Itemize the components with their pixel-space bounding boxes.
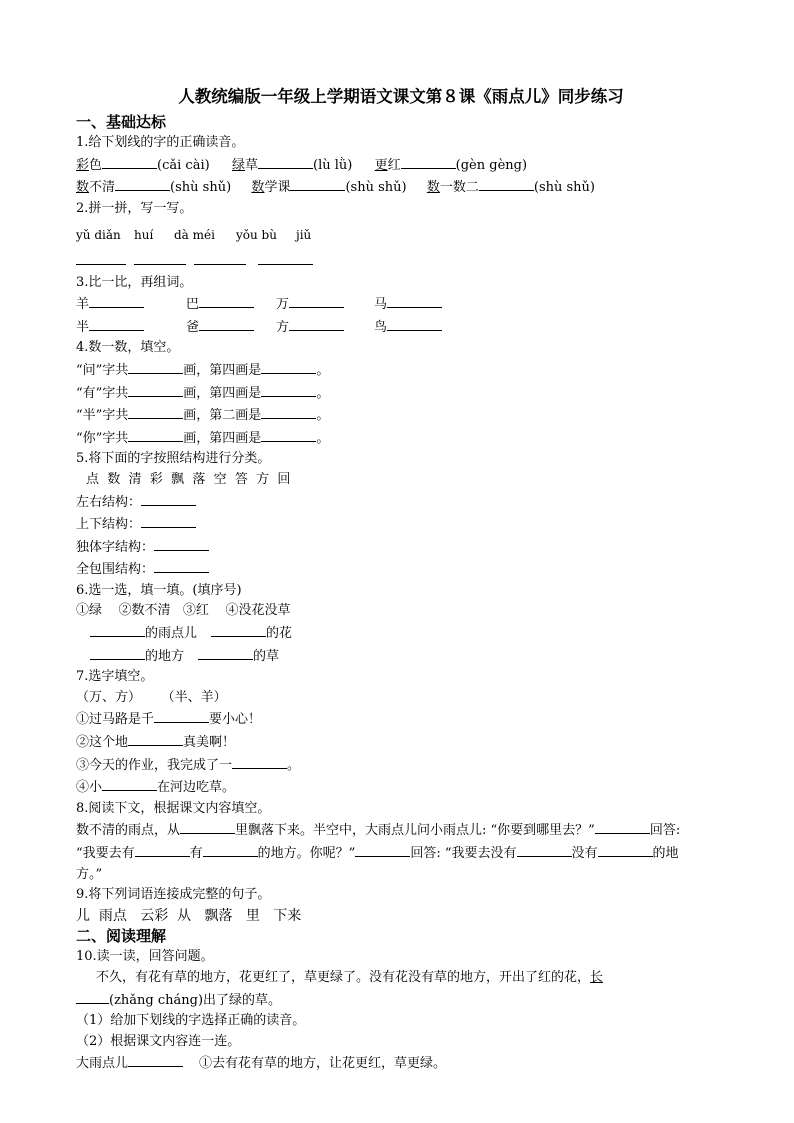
- q7-s1: [76, 708, 726, 731]
- answer-blank[interactable]: [115, 176, 170, 191]
- q4-row-text: 画，第二画是: [183, 408, 262, 424]
- q1-r2-0-rest: 不清: [89, 180, 116, 196]
- q2-prompt: 2.拼一拼，写一写。: [76, 200, 193, 216]
- q5-cat-label: 左右结构：: [76, 494, 142, 510]
- answer-blank[interactable]: [90, 622, 145, 637]
- q4-row-text: “问”字共: [76, 362, 129, 378]
- q10-passage-text: (zhǎng cháng)出了绿的草。: [109, 992, 282, 1008]
- answer-blank[interactable]: [76, 989, 109, 1004]
- q10-passage-line2: [76, 989, 726, 1012]
- q5-chars: 点 数 清 彩 飘 落 空 答 方 回: [86, 471, 291, 487]
- q1-prompt: 1.给下划线的字的正确读音。: [76, 135, 245, 150]
- answer-blank[interactable]: [128, 731, 183, 746]
- q7-text: ③今天的作业，我完成了一: [76, 757, 233, 773]
- q10-passage-text: 不久，有花有草的地方，花更红了，草更绿了。没有花没有草的地方，开出了红的花，: [96, 969, 591, 985]
- q10-underlined-char: 长: [590, 969, 604, 985]
- answer-blank[interactable]: [135, 842, 190, 857]
- q1-r1-1-pinyin: (lù lǜ): [313, 157, 353, 173]
- q7-s4: [76, 776, 726, 799]
- answer-blank[interactable]: [199, 293, 254, 308]
- q7-text: ①过马路是千: [76, 712, 155, 728]
- q1-r1-2-rest: 红: [387, 157, 401, 173]
- answer-blank[interactable]: [479, 176, 534, 191]
- q4-row: [76, 382, 726, 405]
- answer-blank[interactable]: [401, 154, 456, 169]
- q4-row: [76, 427, 726, 450]
- write-line[interactable]: [194, 250, 246, 265]
- q8-line1: [76, 819, 726, 842]
- q4-row-text: “有”字共: [76, 385, 129, 401]
- answer-blank[interactable]: [387, 316, 442, 331]
- q1-r1-0-pinyin: (cǎi cài): [157, 157, 210, 173]
- q7-text: 在河边吃草。: [157, 780, 236, 796]
- answer-blank[interactable]: [261, 359, 316, 374]
- q8-text: 的地: [652, 846, 679, 861]
- q8-text: 没有: [571, 846, 598, 861]
- answer-blank[interactable]: [211, 622, 266, 637]
- answer-blank[interactable]: [128, 404, 183, 419]
- answer-blank[interactable]: [290, 176, 345, 191]
- q2-write-lines: [76, 250, 726, 273]
- q4-row-text: 。: [316, 408, 330, 424]
- answer-blank[interactable]: [102, 776, 157, 791]
- q4-row-text: 。: [316, 430, 330, 446]
- answer-blank[interactable]: [203, 842, 258, 857]
- answer-blank[interactable]: [154, 536, 209, 551]
- q7-text: 要小心！: [209, 712, 262, 728]
- answer-blank[interactable]: [90, 645, 145, 660]
- q6-text: 的地方: [145, 648, 185, 664]
- q5-prompt: 5.将下面的字按照结构进行分类。: [76, 451, 271, 467]
- q1-r2-1-pinyin: (shù shǔ): [345, 180, 407, 196]
- write-line[interactable]: [134, 250, 186, 265]
- q1-row1: [76, 154, 726, 177]
- q3-prompt: 3.比一比，再组词。: [76, 274, 193, 290]
- q10-sub1: （1）给加下划线的字选择正确的读音。: [76, 1013, 306, 1029]
- q7-s3: [76, 754, 726, 777]
- page-title: 人教统编版一年级上学期语文课文第８课《雨点儿》同步练习: [178, 87, 624, 106]
- q6-text: 的雨点儿: [145, 626, 198, 642]
- q3-r2-2: 方: [276, 319, 290, 335]
- q3-r1-3: 马: [374, 297, 388, 313]
- answer-blank[interactable]: [261, 382, 316, 397]
- q1-r2-1-char: 数: [251, 180, 265, 196]
- q8-text: 回答: “我要去没有: [410, 846, 517, 861]
- q5-cat: [76, 558, 726, 581]
- q1-r1-0-rest: 色: [89, 157, 103, 173]
- q8-text: 数不清的雨点，从: [76, 823, 181, 839]
- answer-blank[interactable]: [598, 842, 653, 857]
- answer-blank[interactable]: [89, 316, 144, 331]
- q8-line2: [76, 842, 726, 865]
- answer-blank[interactable]: [198, 645, 253, 660]
- q3-row2: [76, 316, 726, 339]
- q8-prompt: 8.阅读下文，根据课文内容填空。: [76, 800, 271, 816]
- q3-r1-2: 万: [276, 297, 290, 313]
- q5-cat: [76, 491, 726, 514]
- q5-cat-label: 全包围结构：: [76, 562, 155, 578]
- q1-r2-2-pinyin: (shù shǔ): [533, 180, 595, 196]
- answer-blank[interactable]: [89, 293, 144, 308]
- q1-r2-0-char: 数: [76, 180, 90, 196]
- q4-row-text: “半”字共: [76, 408, 129, 424]
- q10-match-row: [76, 1052, 726, 1075]
- q1-r2-2-char: 数: [426, 180, 440, 196]
- section-reading: 二、阅读理解: [76, 927, 167, 946]
- section-basic: 一、基础达标: [76, 113, 167, 131]
- answer-blank[interactable]: [289, 293, 344, 308]
- answer-blank[interactable]: [128, 382, 183, 397]
- q7-prompt: 7.选字填空。: [76, 669, 154, 685]
- q7-pairs: （万、方） （半、羊）: [76, 689, 227, 705]
- q3-r2-3: 鸟: [374, 319, 388, 335]
- answer-blank[interactable]: [128, 427, 183, 442]
- q10-match-left: 大雨点儿: [76, 1056, 129, 1072]
- q6-text: 的花: [266, 626, 293, 642]
- q3-row1: [76, 293, 726, 316]
- q7-text: 真美啊！: [183, 735, 236, 751]
- q3-r2-0: 半: [76, 319, 90, 335]
- q3-r1-0: 羊: [76, 297, 90, 313]
- q10-match-right: ①去有花有草的地方，让花更红，草更绿。: [199, 1056, 447, 1072]
- q8-text: 里飘落下来。半空中，大雨点儿问小雨点儿: “你要到哪里去？”: [235, 823, 595, 839]
- q1-r1-2-pinyin: (gèn gèng): [455, 157, 528, 173]
- q1-r1-1-char: 绿: [231, 157, 245, 173]
- q5-cat: [76, 536, 726, 559]
- answer-blank[interactable]: [261, 427, 316, 442]
- q9-words: 儿 雨点 云彩 从 飘落 里 下来: [76, 907, 302, 924]
- q4-prompt: 4.数一数，填空。: [76, 340, 180, 356]
- q1-r1-2-char: 更: [374, 157, 388, 173]
- q4-row-text: 画，第四画是: [183, 430, 262, 446]
- q6-prompt: 6.选一选，填一填。(填序号): [76, 582, 242, 598]
- write-line[interactable]: [258, 250, 313, 265]
- q4-row-text: 。: [316, 385, 330, 401]
- q6-text: 的草: [253, 648, 280, 664]
- q8-line3: 方。”: [76, 866, 103, 882]
- q3-r1-1: 巴: [186, 297, 200, 313]
- q7-s2: [76, 731, 726, 754]
- q6-options: ①绿 ②数不清 ③红 ④没花没草: [76, 603, 291, 619]
- q4-row: [76, 359, 726, 382]
- q10-passage-line1: [76, 968, 726, 989]
- answer-blank[interactable]: [180, 819, 235, 834]
- answer-blank[interactable]: [128, 359, 183, 374]
- q1-r1-1-rest: 草: [244, 157, 258, 173]
- q8-text: 有: [189, 846, 203, 861]
- q6-row2: [76, 645, 726, 668]
- q1-r2-0-pinyin: (shù shǔ): [170, 180, 232, 196]
- q7-text: 。: [287, 757, 301, 773]
- q8-text: 回答:: [649, 823, 681, 839]
- answer-blank[interactable]: [258, 154, 313, 169]
- q2-pinyin-0: yǔ diǎn: [76, 228, 121, 243]
- answer-blank[interactable]: [595, 819, 650, 834]
- q2-pinyin-row: [76, 225, 726, 246]
- answer-blank[interactable]: [289, 316, 344, 331]
- q4-row-text: “你”字共: [76, 430, 129, 446]
- q4-row-text: 。: [316, 362, 330, 378]
- q2-pinyin-1: huí: [134, 228, 154, 243]
- write-line[interactable]: [76, 250, 126, 265]
- q6-row1: [76, 622, 726, 645]
- q1-row2: [76, 176, 726, 199]
- q5-cat: [76, 513, 726, 536]
- answer-blank[interactable]: [154, 558, 209, 573]
- q4-row-text: 画，第四画是: [183, 362, 262, 378]
- answer-blank[interactable]: [232, 754, 287, 769]
- q8-text: 的地方。你呢？”: [257, 846, 356, 861]
- q5-cat-label: 上下结构：: [76, 517, 142, 533]
- q7-text: ②这个地: [76, 735, 129, 751]
- answer-blank[interactable]: [387, 293, 442, 308]
- q2-pinyin-4: jiǔ: [296, 228, 312, 243]
- q1-r1-0-char: 彩: [76, 157, 90, 173]
- q3-r2-1: 爸: [186, 319, 200, 335]
- q10-sub2: （2）根据课文内容连一连。: [76, 1033, 241, 1049]
- q2-pinyin-2: dà méi: [174, 228, 215, 243]
- answer-blank[interactable]: [141, 513, 196, 528]
- answer-blank[interactable]: [141, 491, 196, 506]
- q8-text: “我要去有: [76, 846, 135, 861]
- q5-cat-label: 独体字结构：: [76, 539, 155, 555]
- q10-prompt: 10.读一读，回答问题。: [76, 949, 214, 965]
- q4-row-text: 画，第四画是: [183, 385, 262, 401]
- q1-r2-1-rest: 学课: [264, 180, 291, 196]
- answer-blank[interactable]: [261, 404, 316, 419]
- q4-row: [76, 404, 726, 427]
- q2-pinyin-3: yǒu bù: [236, 228, 277, 243]
- answer-blank[interactable]: [517, 842, 572, 857]
- q9-prompt: 9.将下列词语连接成完整的句子。: [76, 887, 271, 903]
- answer-blank[interactable]: [154, 708, 209, 723]
- q7-text: ④小: [76, 780, 103, 796]
- answer-blank[interactable]: [128, 1052, 183, 1067]
- q1-r2-2-rest: 一数二: [439, 180, 479, 196]
- answer-blank[interactable]: [102, 154, 157, 169]
- answer-blank[interactable]: [355, 842, 410, 857]
- worksheet-content: [76, 86, 726, 1075]
- answer-blank[interactable]: [199, 316, 254, 331]
